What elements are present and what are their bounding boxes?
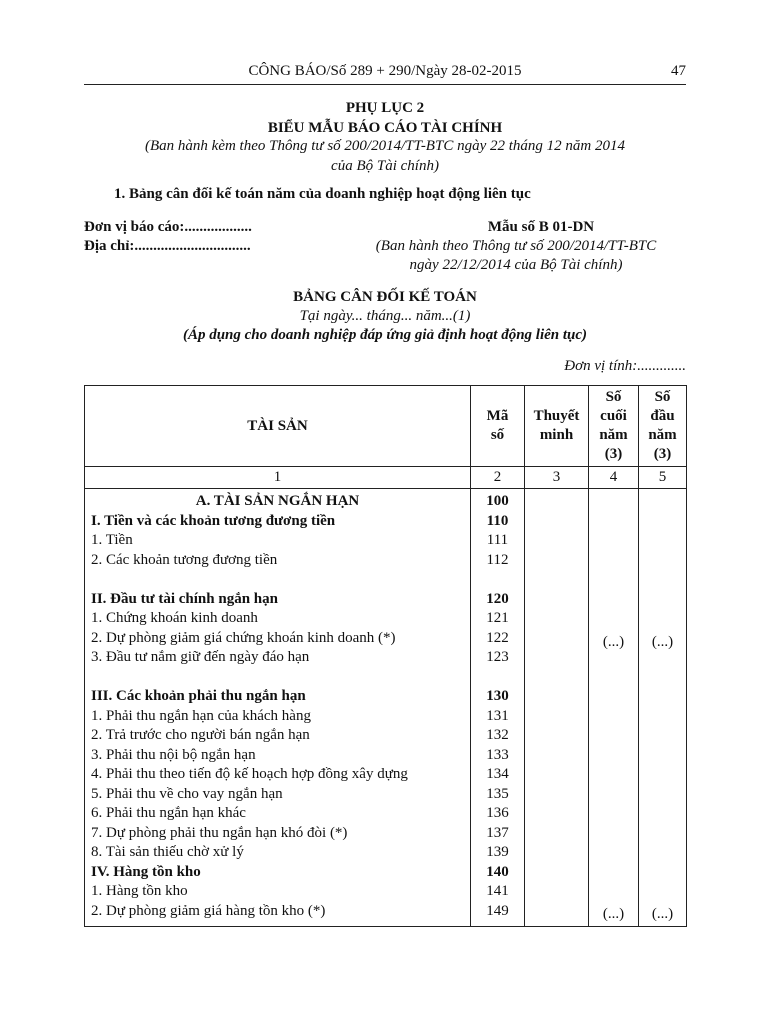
- appendix-issued-line2: của Bộ Tài chính): [331, 158, 439, 174]
- table-row-code: 130: [486, 688, 509, 704]
- header-notes: Thuyết minh: [525, 386, 589, 467]
- table-row-code: 121: [486, 610, 509, 626]
- page-header: [84, 62, 686, 85]
- header-code: Mã số: [471, 386, 525, 467]
- table-row-label: II. Đầu tư tài chính ngắn hạn: [91, 590, 278, 607]
- form-issued-line2: ngày 22/12/2014 của Bộ Tài chính): [409, 257, 623, 273]
- table-row-code: 132: [486, 727, 509, 743]
- assets-column: [85, 489, 471, 927]
- form-number: Mẫu số B 01-DN: [487, 219, 595, 235]
- begin-value-placeholder: (...): [651, 634, 674, 650]
- table-row-code: 100: [486, 493, 509, 509]
- beginning-of-year-column: [639, 489, 687, 927]
- column-number-row: [85, 467, 687, 489]
- table-row-label: 5. Phải thu về cho vay ngắn hạn: [91, 785, 283, 802]
- table-row-label: I. Tiền và các khoản tương đương tiền: [91, 512, 336, 529]
- table-row-label: 2. Dự phòng giảm giá chứng khoán kinh doanh (*): [91, 629, 396, 646]
- column-number: 2: [471, 467, 525, 489]
- table-row-code: 137: [486, 824, 509, 841]
- table-row-code: 122: [486, 629, 509, 646]
- appendix-label: PHỤ LỤC 2: [345, 100, 425, 116]
- begin-value-placeholder: (...): [651, 906, 674, 922]
- table-row-code: 131: [486, 707, 509, 724]
- gazette-title: CÔNG BÁO/Số 289 + 290/Ngày 28-02-2015: [248, 63, 522, 79]
- table-row-label: 1. Chứng khoán kinh doanh: [91, 610, 258, 626]
- table-row-code: 149: [486, 902, 509, 919]
- end-value-placeholder: (...): [602, 906, 625, 922]
- table-row-label: 6. Phải thu ngắn hạn khác: [91, 805, 246, 821]
- table-row-code: 111: [486, 532, 509, 548]
- address: Địa chỉ:...............................: [84, 238, 251, 254]
- column-number: 1: [85, 467, 471, 489]
- table-row-label: A. TÀI SẢN NGẮN HẠN: [195, 493, 360, 509]
- table-row-code: 139: [486, 844, 509, 860]
- table-row-label: 1. Tiền: [91, 532, 133, 548]
- column-number: 4: [589, 467, 639, 489]
- table-row-label: 2. Các khoản tương đương tiền: [91, 551, 278, 568]
- table-row-code: 133: [486, 746, 509, 763]
- appendix-issued-line1: (Ban hành kèm theo Thông tư số 200/2014/TT-BTC ngày 22 tháng 12 năm 2014: [145, 138, 625, 154]
- balance-sheet-table: [84, 385, 687, 927]
- table-row-label: 4. Phải thu theo tiến độ kế hoạch hợp đồng xây dựng: [91, 766, 408, 782]
- table-row-label: 3. Đầu tư nắm giữ đến ngày đáo hạn: [91, 649, 310, 665]
- table-header-row: [85, 386, 687, 467]
- table-row-label: IV. Hàng tồn kho: [91, 863, 201, 880]
- table-row-label: 1. Phải thu ngắn hạn của khách hàng: [91, 707, 311, 724]
- column-number: 3: [525, 467, 589, 489]
- table-row-code: 120: [486, 590, 509, 607]
- table-row-label: 8. Tài sản thiếu chờ xử lý: [91, 844, 244, 860]
- appendix-title: BIỂU MẪU BÁO CÁO TÀI CHÍNH: [267, 120, 503, 136]
- table-row-label: 3. Phải thu nội bộ ngắn hạn: [91, 746, 256, 763]
- table-row-label: [91, 668, 470, 688]
- report-applies-line: (Áp dụng cho doanh nghiệp đáp ứng giả định hoạt động liên tục): [182, 327, 588, 343]
- table-body-row: [85, 489, 687, 927]
- table-row-label: III. Các khoản phải thu ngắn hạn: [91, 688, 306, 704]
- table-row-code: 110: [486, 512, 509, 529]
- table-row-label: 1. Hàng tồn kho: [91, 883, 188, 899]
- table-row-label: 2. Dự phòng giảm giá hàng tồn kho (*): [91, 902, 326, 919]
- table-row-code: 140: [486, 863, 509, 880]
- section-title: 1. Bảng cân đối kế toán năm của doanh nghiệp hoạt động liên tục: [114, 186, 531, 202]
- code-column: [471, 489, 525, 927]
- reporting-unit: Đơn vị báo cáo:..................: [84, 219, 252, 235]
- table-row-code: 141: [486, 883, 509, 899]
- table-row-code: 123: [486, 649, 509, 665]
- notes-column: [525, 489, 589, 927]
- table-row-code: 134: [486, 766, 509, 782]
- header-end-of-year: Số cuối năm (3): [589, 386, 639, 467]
- table-row-code: [471, 570, 524, 590]
- table-row-label: [91, 570, 470, 590]
- page-number: 47: [671, 63, 686, 79]
- table-row-code: 135: [486, 785, 509, 802]
- table-row-code: [471, 668, 524, 688]
- header-beginning-of-year: Số đầu năm (3): [639, 386, 687, 467]
- table-row-code: 136: [486, 805, 509, 821]
- unit-line: Đơn vị tính:.............: [564, 358, 686, 374]
- form-issued-line1: (Ban hành theo Thông tư số 200/2014/TT-BTC: [375, 238, 657, 254]
- column-number: 5: [639, 467, 687, 489]
- table-row-code: 112: [486, 551, 509, 568]
- header-assets: TÀI SẢN: [85, 386, 471, 467]
- table-row-label: 7. Dự phòng phải thu ngắn hạn khó đòi (*): [91, 824, 348, 841]
- end-value-placeholder: (...): [602, 634, 625, 650]
- end-of-year-column: [589, 489, 639, 927]
- table-row-label: 2. Trả trước cho người bán ngắn hạn: [91, 727, 310, 743]
- report-date-line: Tại ngày... tháng... năm...(1): [299, 308, 471, 324]
- report-title: BẢNG CÂN ĐỐI KẾ TOÁN: [293, 289, 477, 305]
